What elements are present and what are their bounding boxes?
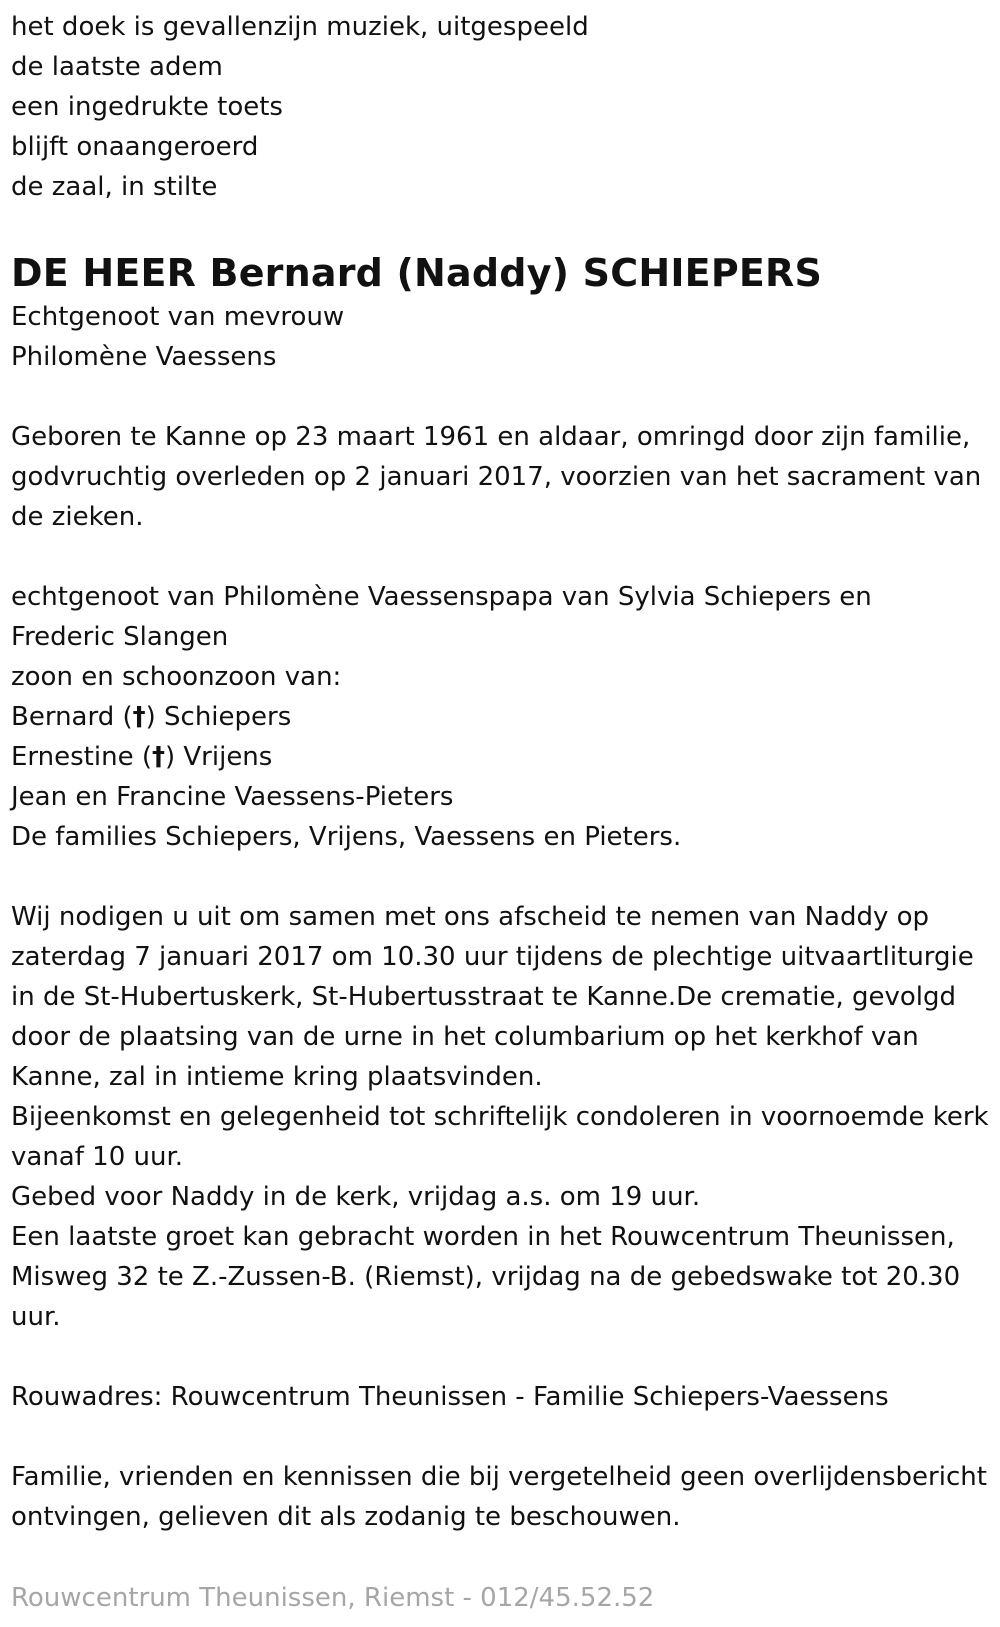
spacer <box>11 857 990 897</box>
birth-death-paragraph <box>11 417 990 537</box>
ceremony-paragraph <box>11 897 990 1337</box>
notice-text: Familie, vrienden en kennissen die bij vergetelheid geen overlijdensbericht ontvingen, gelieven dit als zodanig te beschouwen. <box>11 1462 987 1532</box>
poem-line: het doek is gevallenzijn muziek, uitgespeeld <box>11 12 589 42</box>
family-line-mother <box>11 737 990 777</box>
birth-death-text: Geboren te Kanne op 23 maart 1961 en aldaar, omringd door zijn familie, godvruchtig overleden op 2 januari 2017, voorzien van het sacrament van de zieken. <box>11 422 982 532</box>
spouse-line: Echtgenoot van mevrouw <box>11 302 345 332</box>
spacer <box>11 1337 990 1377</box>
cross-icon: † <box>151 742 165 772</box>
family-line: Jean en Francine Vaessens-Pieters <box>11 782 454 812</box>
family-line-father <box>11 697 990 737</box>
poem <box>11 7 990 207</box>
notice-paragraph <box>11 1457 990 1537</box>
condolences-text: Bijeenkomst en gelegenheid tot schriftelijk condoleren in voornoemde kerk vanaf 10 uur. <box>11 1102 989 1172</box>
address-paragraph <box>11 1377 990 1417</box>
address-text: Rouwadres: Rouwcentrum Theunissen - Familie Schiepers-Vaessens <box>11 1382 889 1412</box>
poem-line: een ingedrukte toets <box>11 92 283 122</box>
spacer <box>11 377 990 417</box>
deceased-name-title: DE HEER Bernard (Naddy) SCHIEPERS <box>11 251 823 295</box>
family-line: zoon en schoonzoon van: <box>11 662 342 692</box>
father-last: ) Schiepers <box>145 702 292 732</box>
father-first: Bernard ( <box>11 702 133 732</box>
family-line: echtgenoot van Philomène Vaessenspapa van Sylvia Schiepers en <box>11 582 872 612</box>
poem-line: de laatste adem <box>11 52 223 82</box>
spouse-line: Philomène Vaessens <box>11 342 277 372</box>
family-line: De families Schiepers, Vrijens, Vaessens en Pieters. <box>11 822 682 852</box>
prayer-text: Gebed voor Naddy in de kerk, vrijdag a.s. om 19 uur. <box>11 1182 701 1212</box>
spouse-block <box>11 297 990 377</box>
family-line: Frederic Slangen <box>11 622 229 652</box>
mother-last: ) Vrijens <box>164 742 273 772</box>
cross-icon: † <box>132 702 146 732</box>
poem-line: de zaal, in stilte <box>11 172 218 202</box>
mother-first: Ernestine ( <box>11 742 152 772</box>
invitation-text: Wij nodigen u uit om samen met ons afscheid te nemen van Naddy op zaterdag 7 januari 2017 om 10.30 uur tijdens de plechtige uitvaartliturgie in de St-Hubertuskerk, St-Hubertusstraat te Kanne.De crematie, gevolgd door de plaatsing van de urne in het columbarium op het kerkhof van Kanne, zal in intieme kring plaatsvinden. <box>11 902 974 1092</box>
spacer <box>11 537 990 577</box>
family-block <box>11 577 990 857</box>
poem-line: blijft onaangeroerd <box>11 132 259 162</box>
last-greeting-text: Een laatste groet kan gebracht worden in het Rouwcentrum Theunissen, Misweg 32 te Z.-Zussen-B. (Riemst), vrijdag na de gebedswake tot 20.30 uur. <box>11 1222 961 1332</box>
spacer <box>11 1417 990 1457</box>
funeral-home-footer: Rouwcentrum Theunissen, Riemst - 012/45.52.52 <box>11 1583 655 1613</box>
